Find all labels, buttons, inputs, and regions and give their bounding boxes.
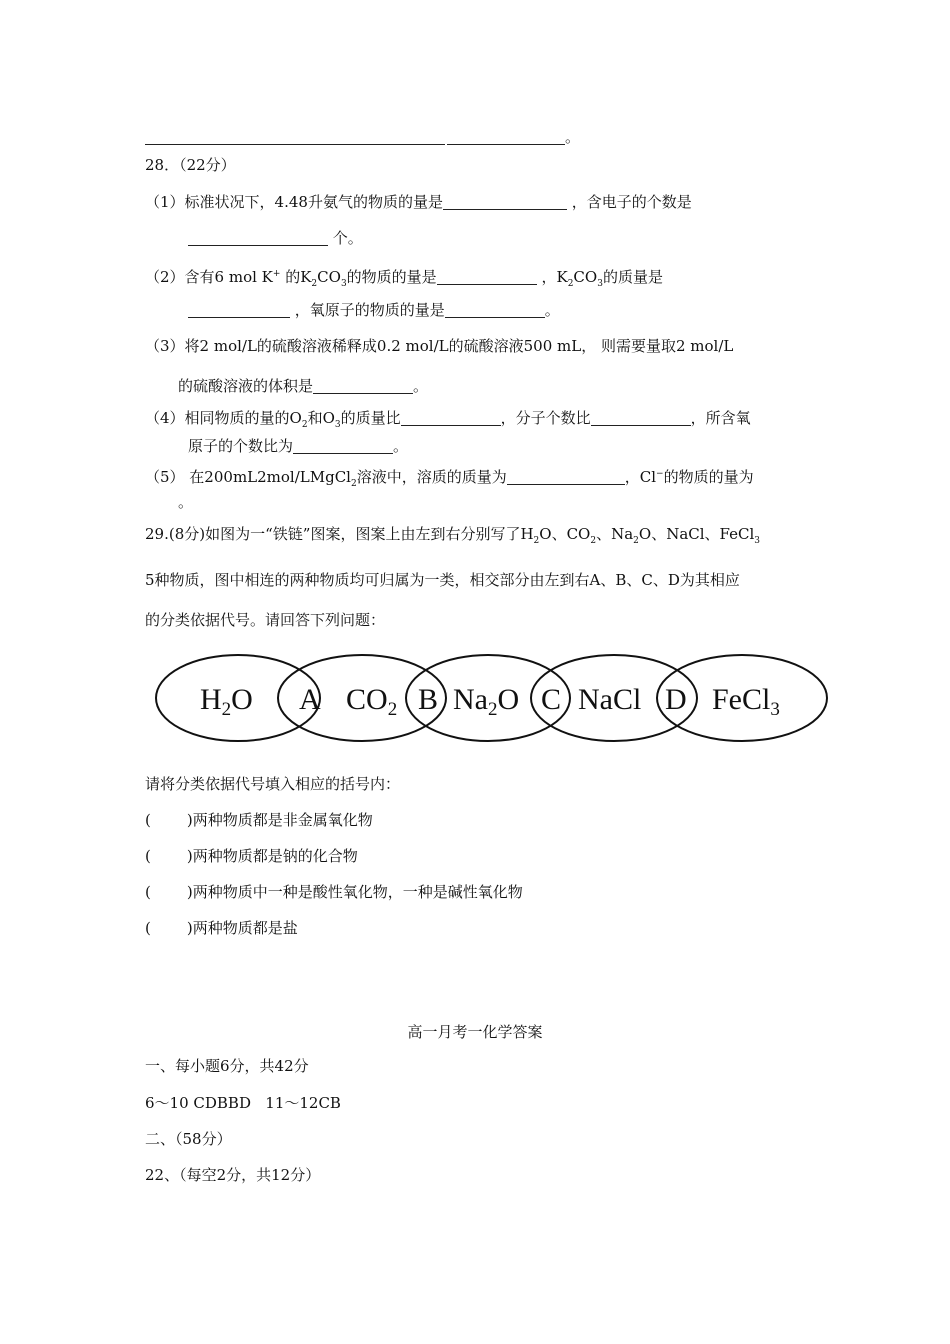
blank-k2co3-moles[interactable]: [437, 269, 537, 285]
q28-part5-cont: 。: [178, 493, 194, 511]
blank-volume[interactable]: [313, 378, 413, 394]
chain-label-d: D: [665, 683, 687, 716]
blank-k2co3-mass[interactable]: [188, 302, 290, 318]
blank-line[interactable]: [447, 129, 565, 145]
answers-section-2: 二、（58分）: [145, 1130, 232, 1148]
top-answer-line: 。: [145, 127, 580, 147]
answers-section-1: 一、每小题6分，共42分: [145, 1057, 309, 1075]
chain-co2: $CO_2$: [346, 683, 398, 720]
answers-multiple-choice: 6～10 CDBBD 11～12CB: [145, 1094, 341, 1112]
chain-label-b: B: [418, 683, 439, 716]
chain-label-a: A: [299, 683, 321, 716]
q28-part4: （4）相同物质的量的$O_2$和$O_3$的质量比 ，分子个数比 ，所含氧: [145, 409, 751, 430]
chain-na2o: $Na_2O$: [453, 683, 520, 720]
q29-option-1: ( )两种物质都是非金属氧化物: [145, 811, 373, 829]
blank-molecule-ratio[interactable]: [591, 410, 691, 426]
chain-fecl3: FeCl$_3$: [712, 683, 780, 720]
q28-header: 28．（22分）: [145, 156, 236, 174]
q28-part3-cont: 的硫酸溶液的体积是 。: [178, 377, 429, 395]
q28-part5: （5） 在200mL2mol/LMgCl$_2$溶液中，溶质的质量为 ，Cl−的物质的量为: [145, 468, 754, 489]
iron-chain-diagram: [0, 638, 950, 758]
q29-instruction: 请将分类依据代号填入相应的括号内：: [145, 775, 401, 793]
q29-option-4: ( )两种物质都是盐: [145, 919, 298, 937]
q28-part2-cont: ，氧原子的物质的量是 。: [188, 300, 560, 320]
blank-oxygen-atom-ratio[interactable]: [293, 438, 393, 454]
chain-nacl: NaCl: [578, 683, 642, 716]
chain-h2o: $H_2O$: [200, 683, 253, 720]
blank-electron-count[interactable]: [188, 230, 328, 246]
q28-part1: （1）标准状况下，4.48升氨气的物质的量是 ，含电子的个数是: [145, 193, 692, 211]
answers-title: 高一月考一化学答案: [407, 1023, 543, 1041]
blank-solute-mass[interactable]: [507, 469, 625, 485]
q29-option-3: ( )两种物质中一种是酸性氧化物，一种是碱性氧化物: [145, 883, 523, 901]
blank-line[interactable]: [145, 129, 445, 145]
q28-part2: （2）含有6 mol K+ 的$K_2CO_3$的物质的量是 ，$K_2CO_3$的质量是: [145, 268, 663, 289]
blank-mass-ratio[interactable]: [401, 410, 501, 426]
q29-line1: 29.(8分)如图为一“铁链”图案，图案上由左到右分别写了$H_2O$、$CO_2$、$Na_2O$、NaCl、FeCl$_3$: [145, 525, 761, 546]
chain-label-c: C: [541, 683, 562, 716]
answers-q22: 22、（每空2分，共12分）: [145, 1166, 321, 1184]
q29-option-2: ( )两种物质都是钠的化合物: [145, 847, 358, 865]
q28-part1-cont: 个。: [188, 228, 363, 248]
blank-oxygen-moles[interactable]: [445, 302, 545, 318]
q28-part4-cont: 原子的个数比为 。: [188, 437, 409, 455]
q28-part3: （3）将2 mol/L的硫酸溶液稀释成0.2 mol/L的硫酸溶液500 mL， 则需要量取2 mol/L: [145, 337, 734, 355]
blank-moles-ammonia[interactable]: [443, 194, 567, 210]
q29-line3: 的分类依据代号。请回答下列问题：: [145, 611, 386, 629]
q29-line2: 5种物质，图中相连的两种物质均可归属为一类，相交部分由左到右A、B、C、D为其相应: [145, 571, 740, 589]
